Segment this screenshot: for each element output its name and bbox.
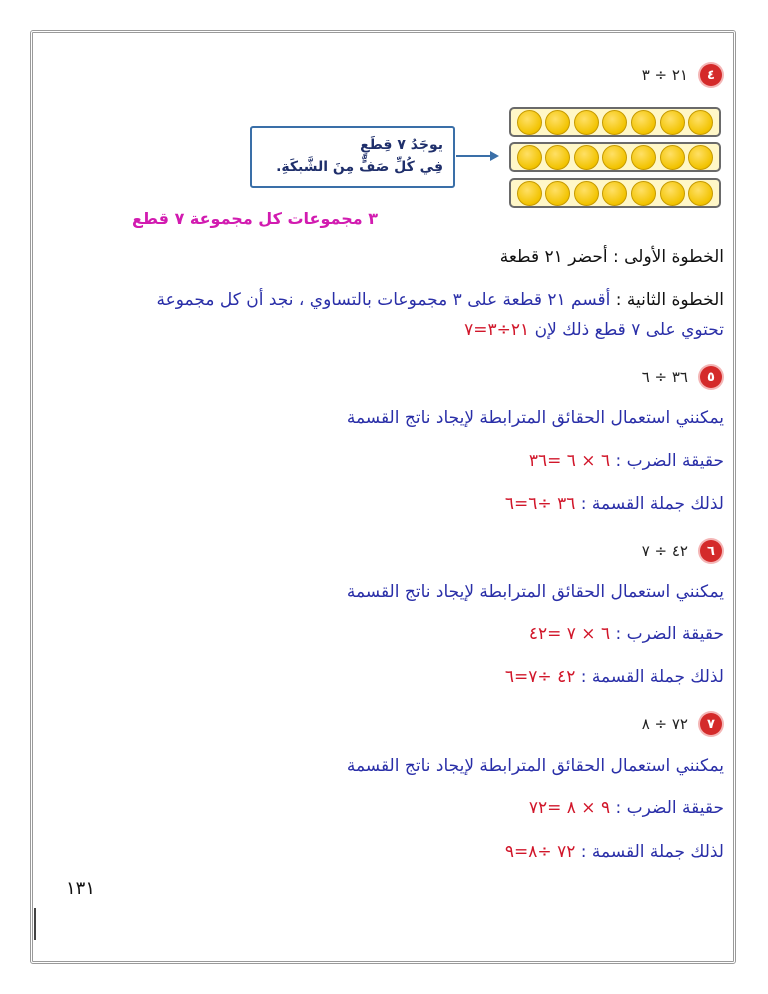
counter-chip <box>545 181 570 206</box>
counter-chip <box>517 145 542 170</box>
question-5-intro: يمكنني استعمال الحقائق المترابطة لإيجاد ناتج القسمة <box>346 408 724 428</box>
callout-arrow <box>456 155 492 157</box>
arrow-head-icon <box>490 151 499 161</box>
question-7-expression: ٧٢ ÷ ٨ <box>641 715 688 733</box>
step-2-line-2 <box>60 320 724 340</box>
question-5-division-label: لذلك جملة القسمة : <box>575 494 724 514</box>
counter-chip <box>660 145 685 170</box>
step-2-line-2-text: تحتوي على ٧ قطع ذلك لإن <box>529 320 724 340</box>
callout-box <box>250 126 455 188</box>
callout-line-1: يوجَدُ ٧ قِطَعٍ <box>360 137 443 153</box>
question-6-division <box>60 667 724 687</box>
question-5-badge: ٥ <box>700 366 722 388</box>
question-5-fact-label: حقيقة الضرب : <box>610 451 724 471</box>
question-5-expression: ٣٦ ÷ ٦ <box>641 368 688 386</box>
counter-chip <box>631 110 656 135</box>
counter-chip <box>688 145 713 170</box>
page-number: ١٣١ <box>66 878 96 899</box>
counter-chip <box>545 145 570 170</box>
question-6-expression: ٤٢ ÷ ٧ <box>641 542 688 560</box>
step-1-label: الخطوة الأولى : <box>607 247 724 267</box>
question-6-division-equation: ٤٢ ÷٧=٦ <box>504 667 576 687</box>
counter-chip <box>660 181 685 206</box>
counter-chip <box>517 181 542 206</box>
counter-chip <box>631 181 656 206</box>
groups-caption: ٣ مجموعات كل مجموعة ٧ قطع <box>132 209 378 228</box>
counter-chip <box>660 110 685 135</box>
question-6-fact <box>60 624 724 644</box>
step-2-text: أقسم ٢١ قطعة على ٣ مجموعات بالتساوي ، نجد أن كل مجموعة <box>156 290 611 310</box>
question-7-fact-equation: ٩ × ٨ =٧٢ <box>528 798 611 818</box>
question-7-division-label: لذلك جملة القسمة : <box>575 842 724 862</box>
step-1-line <box>60 247 724 267</box>
question-7-division-equation: ٧٢ ÷٨=٩ <box>504 842 576 862</box>
question-4-expression: ٢١ ÷ ٣ <box>641 66 688 84</box>
counter-chip <box>574 110 599 135</box>
counter-chip <box>602 110 627 135</box>
step-2-label: الخطوة الثانية : <box>610 290 724 310</box>
question-4-badge: ٤ <box>700 64 722 86</box>
counter-chip <box>517 110 542 135</box>
counter-chip <box>574 181 599 206</box>
question-6-intro: يمكنني استعمال الحقائق المترابطة لإيجاد ناتج القسمة <box>346 582 724 602</box>
question-5-fact <box>60 451 724 471</box>
question-6-fact-label: حقيقة الضرب : <box>610 624 724 644</box>
question-7-division <box>60 842 724 862</box>
callout-line-2: فِي كُلِّ صَفٍّ مِنَ الشَّبكَةِ. <box>276 159 443 175</box>
question-5-fact-equation: ٦ × ٦ =٣٦ <box>528 451 611 471</box>
question-7-badge: ٧ <box>700 713 722 735</box>
margin-mark <box>34 908 36 940</box>
counter-tray-row-3 <box>509 178 721 208</box>
question-6-header <box>642 540 722 562</box>
counter-chip <box>688 181 713 206</box>
question-5-header <box>642 366 722 388</box>
step-2-line <box>60 290 724 310</box>
counter-chip <box>574 145 599 170</box>
step-2-equation: ٢١÷٣=٧ <box>464 320 530 340</box>
counter-chip <box>602 145 627 170</box>
step-1-text: أحضر ٢١ قطعة <box>499 247 608 267</box>
counter-chip <box>545 110 570 135</box>
question-7-fact-label: حقيقة الضرب : <box>610 798 724 818</box>
question-7-intro: يمكنني استعمال الحقائق المترابطة لإيجاد ناتج القسمة <box>346 756 724 776</box>
counter-chip <box>602 181 627 206</box>
question-7-header <box>642 713 722 735</box>
question-5-division-equation: ٣٦ ÷٦=٦ <box>504 494 576 514</box>
question-5-division <box>60 494 724 514</box>
question-7-fact <box>60 798 724 818</box>
counter-chip <box>631 145 656 170</box>
counter-tray-row-1 <box>509 107 721 137</box>
question-6-division-label: لذلك جملة القسمة : <box>575 667 724 687</box>
question-6-badge: ٦ <box>700 540 722 562</box>
counter-chip <box>688 110 713 135</box>
counter-tray-row-2 <box>509 142 721 172</box>
question-6-fact-equation: ٦ × ٧ =٤٢ <box>528 624 611 644</box>
question-4-header <box>642 64 722 86</box>
